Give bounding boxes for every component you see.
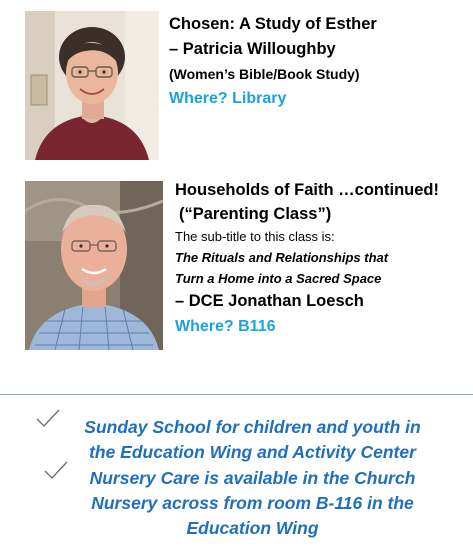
study-2-leader: – DCE Jonathan Loesch [175, 292, 364, 310]
nursery-care-notice-line-1: Nursery Care is available in the Church [89, 468, 416, 488]
sunday-school-notice-line-1: Sunday School for children and youth in [84, 417, 421, 437]
sunday-school-notice [40, 415, 465, 465]
study-1-leader: – Patricia Willoughby [169, 40, 336, 58]
study-1-details [169, 12, 469, 112]
study-1-location: Where? Library [169, 90, 287, 107]
study-2-subtitle-intro: The sub-title to this class is: [175, 229, 335, 244]
study-2-subtitle-line-2: Turn a Home into a Sacred Space [175, 271, 382, 286]
study-2-class-name: (“Parenting Class”) [179, 205, 332, 223]
jonathan-loesch-photo [25, 181, 163, 350]
nursery-care-notice-line-3: Education Wing [186, 518, 319, 538]
study-2-title: Households of Faith …continued! [175, 181, 439, 199]
study-2-subtitle-line-1: The Rituals and Relationships that [175, 250, 389, 265]
study-2-details [175, 178, 473, 341]
study-1-title: Chosen: A Study of Esther [169, 15, 377, 33]
sunday-school-notice-line-2: the Education Wing and Activity Center [89, 442, 416, 462]
nursery-care-notice [40, 466, 465, 541]
nursery-care-notice-line-2: Nursery across from room B-116 in the [91, 493, 414, 513]
section-divider [0, 394, 473, 395]
study-1-subtitle: (Women’s Bible/Book Study) [169, 66, 360, 82]
study-2-location: Where? B116 [175, 318, 276, 335]
patricia-willoughby-photo [25, 11, 159, 160]
